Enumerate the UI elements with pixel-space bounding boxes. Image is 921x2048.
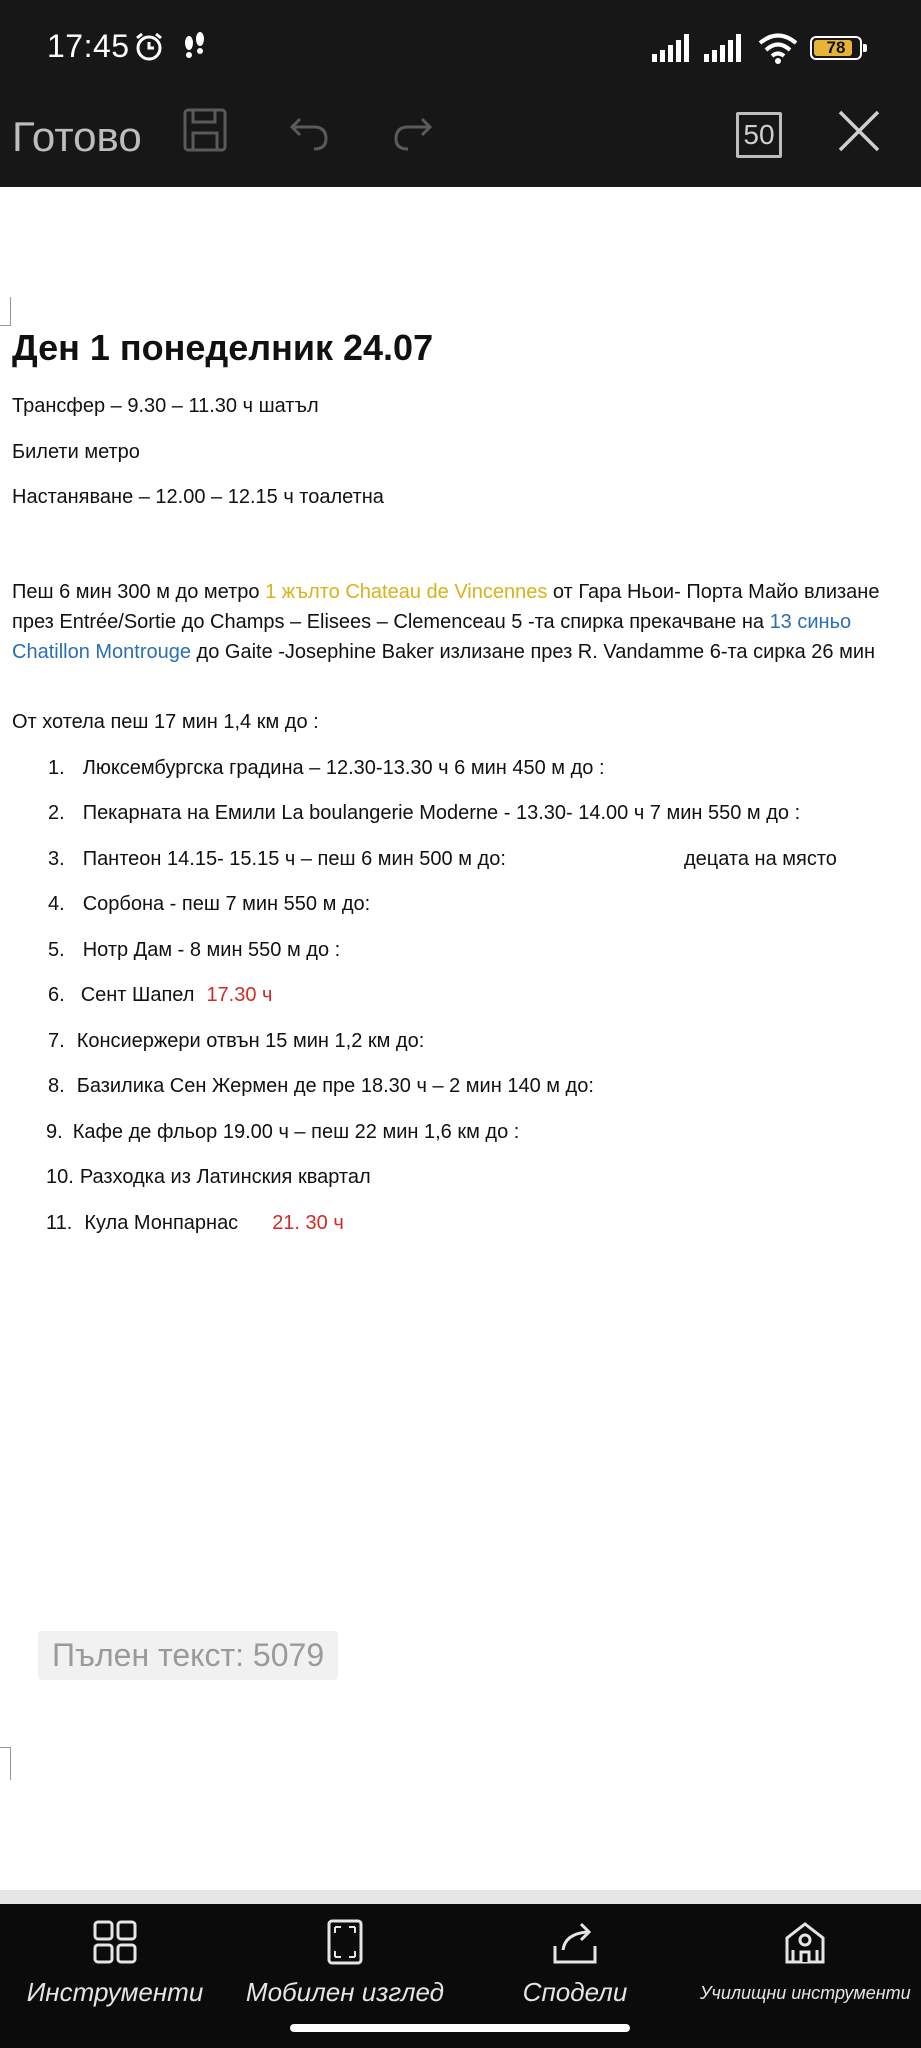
para-text-1: Пеш 6 мин 300 м до метро bbox=[12, 581, 266, 603]
list-text: Кула Монпарнас bbox=[84, 1212, 239, 1234]
list-note: 21. 30 ч bbox=[272, 1212, 344, 1234]
separator bbox=[0, 1890, 921, 1904]
battery-level: 78 bbox=[826, 38, 846, 57]
document-page bbox=[0, 187, 921, 1892]
status-time: 17:45 bbox=[47, 28, 130, 64]
list-number: 7. bbox=[48, 1030, 65, 1052]
metro-line-yellow: 1 жълто Chateau de Vincennes bbox=[265, 581, 548, 603]
list-text: Сент Шапел bbox=[80, 984, 195, 1006]
tools-label: Инструменти bbox=[26, 1977, 204, 2007]
signal-icon-2 bbox=[704, 34, 746, 62]
list-text: Нотр Дам - 8 мин 550 м до : bbox=[82, 939, 341, 961]
list-text: Базилика Сен Жермен де пре 18.30 ч – 2 мин 140 м до: bbox=[76, 1075, 594, 1097]
list-text: Пантеон 14.15- 15.15 ч – пеш 6 мин 500 м до: bbox=[82, 848, 506, 870]
doc-title: Ден 1 понеделник 24.07 bbox=[12, 327, 434, 368]
doc-line-transfer: Трансфер – 9.30 – 11.30 ч шатъл bbox=[12, 395, 319, 417]
list-text: Консиержери отвън 15 мин 1,2 км до: bbox=[76, 1030, 425, 1052]
list-text: Сорбона - пеш 7 мин 550 м до: bbox=[82, 893, 371, 915]
from-hotel-line: От хотела пеш 17 мин 1,4 км до : bbox=[12, 711, 319, 733]
footsteps-icon bbox=[180, 30, 208, 64]
school-tools-button[interactable] bbox=[700, 1918, 910, 2004]
metro-paragraph bbox=[12, 577, 912, 667]
list-item bbox=[48, 802, 800, 825]
school-icon bbox=[781, 1918, 829, 1966]
list-number: 11. bbox=[46, 1212, 73, 1234]
tools-icon bbox=[91, 1918, 139, 1966]
list-text: Пекарната на Емили La boulangerie Moderne - 13.30- 14.00 ч 7 мин 550 м до : bbox=[82, 802, 801, 824]
done-button[interactable]: Готово bbox=[12, 113, 142, 160]
list-item bbox=[48, 757, 605, 780]
para-text-2: от Гара Ньои- Порта Майо влизане през Entrée/Sortie до Champs – Elisees – Clemenceau 5 -та спирка прекачване на bbox=[12, 581, 880, 633]
list-text: Кафе де фльор 19.00 ч – пеш 22 мин 1,6 км до : bbox=[72, 1121, 520, 1143]
list-note: 17.30 ч bbox=[206, 984, 273, 1006]
mobile-view-label: Мобилен изглед bbox=[245, 1977, 445, 2007]
list-number: 10. bbox=[46, 1166, 74, 1188]
page-corner-mark-bottom bbox=[0, 1747, 11, 1780]
signal-icon-1 bbox=[652, 34, 694, 62]
wifi-icon bbox=[758, 32, 798, 64]
list-item bbox=[48, 984, 272, 1007]
share-button[interactable] bbox=[490, 1918, 660, 2008]
list-text: Разходка из Латинския квартал bbox=[79, 1166, 371, 1188]
doc-line-tickets: Билети метро bbox=[12, 441, 140, 463]
status-bar bbox=[0, 0, 921, 100]
list-note: децата на място bbox=[684, 848, 837, 870]
page-count-badge[interactable]: 50 bbox=[736, 112, 782, 158]
para-text-3: до Gaite -Josephine Baker излизане през R. Vandamme 6-та сирка 26 мин bbox=[191, 641, 876, 663]
list-number: 4. bbox=[48, 893, 65, 915]
list-number: 5. bbox=[48, 939, 65, 961]
page-corner-mark-top bbox=[0, 297, 11, 326]
mobile-view-button[interactable] bbox=[240, 1918, 450, 2008]
list-item bbox=[46, 1121, 519, 1144]
battery-icon bbox=[810, 36, 862, 60]
share-icon bbox=[551, 1918, 599, 1966]
alarm-icon bbox=[132, 30, 166, 64]
list-item bbox=[48, 939, 340, 962]
home-indicator[interactable] bbox=[290, 2024, 630, 2032]
list-item bbox=[46, 1166, 371, 1189]
doc-line-checkin: Настаняване – 12.00 – 12.15 ч тоалетна bbox=[12, 486, 384, 508]
top-toolbar bbox=[0, 100, 921, 187]
redo-icon[interactable] bbox=[388, 105, 436, 153]
full-text-count: Пълен текст: 5079 bbox=[38, 1631, 338, 1680]
list-item bbox=[46, 1212, 344, 1235]
school-tools-label: Училищни инструменти bbox=[700, 1983, 911, 2003]
list-number: 3. bbox=[48, 848, 65, 870]
metro-line-blue: 13 синьо Chatillon Montrouge bbox=[12, 611, 852, 663]
list-number: 6. bbox=[48, 984, 65, 1006]
mobile-view-icon bbox=[321, 1918, 369, 1966]
save-icon[interactable] bbox=[182, 107, 228, 153]
undo-icon[interactable] bbox=[286, 105, 334, 153]
list-number: 2. bbox=[48, 802, 65, 824]
list-number: 8. bbox=[48, 1075, 65, 1097]
list-text: Люксембургска градина – 12.30-13.30 ч 6 мин 450 м до : bbox=[82, 757, 605, 779]
tools-button[interactable] bbox=[20, 1918, 210, 2008]
bottom-bar bbox=[0, 1904, 921, 2048]
list-item bbox=[48, 893, 370, 916]
list-item bbox=[48, 1075, 594, 1098]
list-item bbox=[48, 1030, 424, 1053]
share-label: Сподели bbox=[522, 1977, 628, 2007]
list-item bbox=[48, 848, 506, 871]
close-icon[interactable] bbox=[836, 108, 882, 154]
list-number: 1. bbox=[48, 757, 65, 779]
list-number: 9. bbox=[46, 1121, 63, 1143]
